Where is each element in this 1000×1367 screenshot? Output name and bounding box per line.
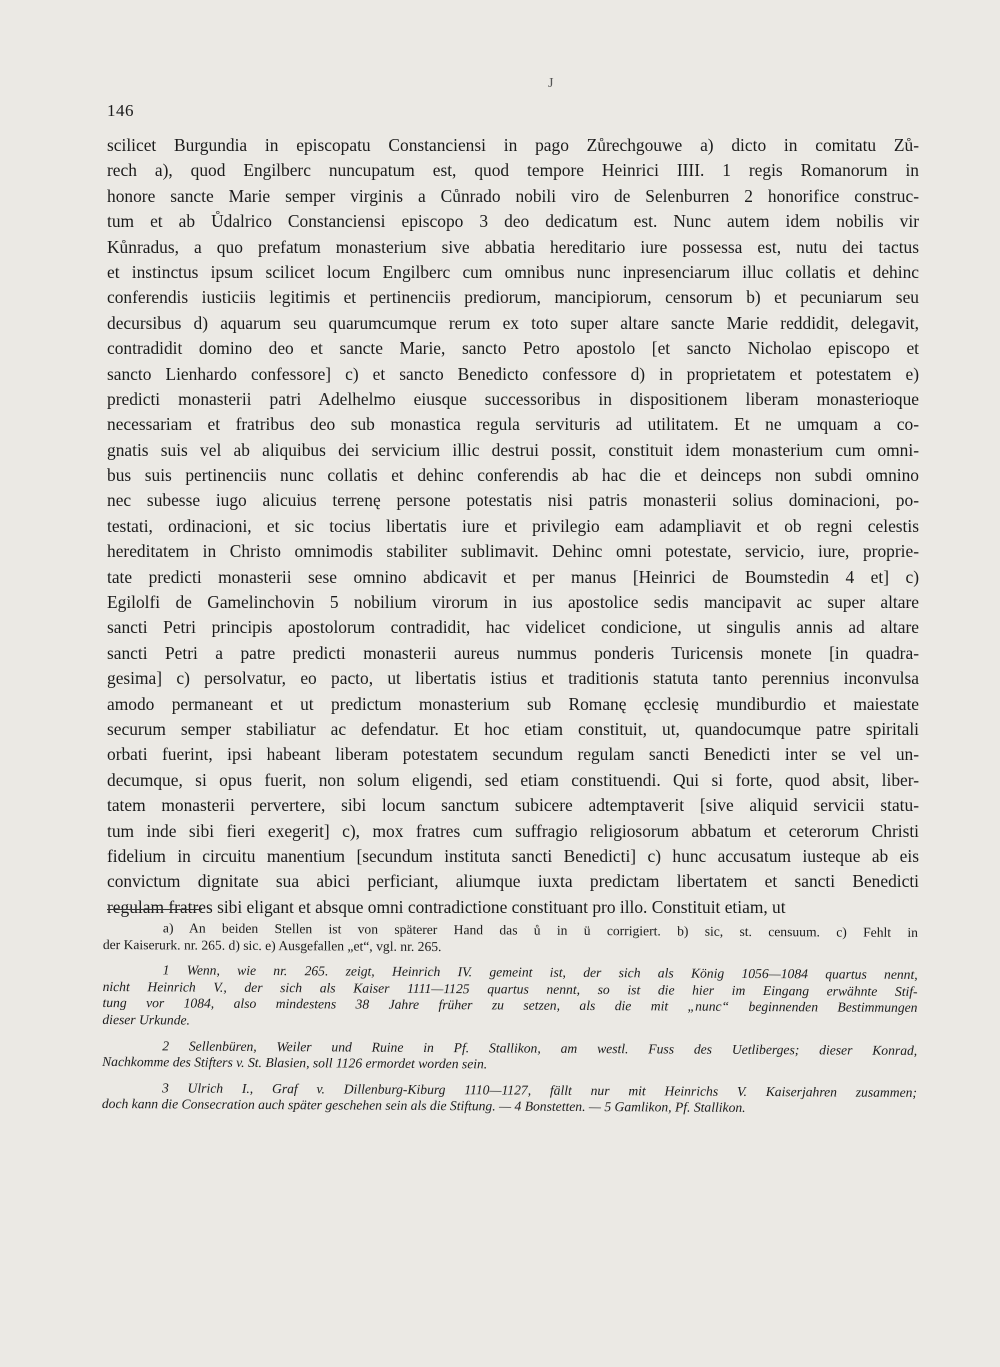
footnote-line: der Kaiserurk. nr. 265. d) sic. e) Ausgefallen „et“, vgl. nr. 265. xyxy=(102,936,442,954)
footnote-line: a) An beiden Stellen ist von späterer Hand das ů in ü corrigiert. b) sic, st. censuum. c) Fehlt in xyxy=(162,920,918,940)
text-line: rech a), quod Engilberc nuncupatum est, quod tempore Heinrici IIII. 1 regis Romanorum in xyxy=(107,160,919,181)
text-line: tum inde sibi fieri exegerit] c), mox fratres cum suffragio religiosorum abbatum et ceterorum Christi xyxy=(107,820,919,841)
text-line: amodo permaneant et ut predictum monasterium sub Romanę ęcclesię mundiburdio et maiestate xyxy=(107,693,919,714)
footnote-line: 3 Ulrich I., Graf v. Dillenburg-Kiburg 1110—1127, fällt nur mit Heinrichs V. Kaiserjahren zusammen; xyxy=(161,1080,918,1100)
footnote-divider xyxy=(107,909,202,910)
text-line: fidelium in circuitu manentium [secundum instituta sancti Benedicti] c) hunc accusatum iusteque ab eis xyxy=(107,845,919,866)
critical-notes xyxy=(103,920,918,958)
main-text xyxy=(107,133,919,920)
historical-note-1 xyxy=(102,962,917,1033)
text-line: gnatis suis vel ab aliquibus dei servicium illic destrui possit, constituit idem monasterium cum omni- xyxy=(107,439,919,460)
text-line: bus suis pertinenciis nunc collatis et dehinc conferendis ab hac die et deinceps non subdi omnino xyxy=(107,465,919,486)
text-line: decumque, si opus fuerit, non solum eligendi, sed etiam constituendi. Qui si forte, quod absit, liber- xyxy=(107,769,919,790)
footnote-line: tung vor 1084, also mindestens 38 Jahre früher zu setzen, als die mit „nunc“ beginnenden Bestimmungen xyxy=(102,995,918,1016)
text-line: tum et ab Ůdalrico Constanciensi episcopo 3 deo dedicatum est. Nunc autem idem nobilis vir xyxy=(107,211,919,232)
text-line: convictum dignitate sua abici perficiant, aliumque iuxta predictam libertatem et sancti Benedicti xyxy=(107,871,919,892)
text-line: et instinctus ipsum scilicet locum Engilberc cum omnibus nunc inpresenciarum illuc collatis et dehinc xyxy=(107,261,919,282)
footnote-line: 2 Sellenbüren, Weiler und Ruine in Pf. Stallikon, am westl. Fuss des Uetliberges; dieser Konrad, xyxy=(162,1037,918,1058)
footnote-line: 1 Wenn, wie nr. 265. zeigt, Heinrich IV. gemeint ist, der sich als König 1056—1084 quartus nennt, xyxy=(162,962,918,983)
text-line: Kůnradus, a quo prefatum monasterium sive abbatia hereditario iure possessa est, nutu dei tactus xyxy=(107,236,919,257)
text-line: hereditatem in Christo omnimodis stabiliter sublimavit. Dehinc omni potestate, servicio, iure, proprie- xyxy=(107,541,919,562)
text-line: regulam fratres sibi eligant et absque omni contradictione constituant pro illo. Constituit etiam, ut xyxy=(107,896,786,917)
text-line: conferendis iusticiis legitimis et pertinenciis prediorum, mancipiorum, censorum b) et pecuniarum seu xyxy=(107,287,919,308)
text-line: predicti monasterii patri Adelhelmo eiusque successoribus in dispositionem liberam monasterioque xyxy=(107,388,919,409)
footnotes xyxy=(102,920,918,1118)
text-line: sancti Petri principis apostolorum contradidit, hac videlicet condicione, ut singulis annis ad altare xyxy=(107,617,919,638)
text-line: honore sancte Marie semper virginis a Cůnrado nobili viro de Selenburren 2 honorifice construc- xyxy=(107,185,919,206)
historical-note-3 xyxy=(102,1080,917,1118)
text-line: sancti Petri a patre predicti monasterii aureus nummus ponderis Turicensis monete [in quadra- xyxy=(107,642,919,663)
text-line: Egilolfi de Gamelinchovin 5 nobilium virorum in ius apostolice sedis mancipavit ac super altare xyxy=(107,592,919,613)
text-line: tate predicti monasterii sese omnino abdicavit et per manus [Heinrici de Boumstedin 4 et] c) xyxy=(107,566,919,587)
text-line: gesima] c) persolvatur, eo pacto, ut libertatis istius et traditionis statuta tanto perennius inconvulsa xyxy=(107,668,919,689)
text-line: sancto Lienhardo confessore] c) et sancto Benedicto confessore d) in proprietatem et potestatem e) xyxy=(107,363,919,384)
footnote-line: nicht Heinrich V., der sich als Kaiser 1111—1125 quartus nennt, so ist die hier im Eingang erwähnte Stif- xyxy=(102,978,918,999)
text-line: tatem monasterii pervertere, sibi locum sanctum subicere adtemptaverit [sive aliquid servicii statu- xyxy=(107,795,919,816)
footnote-line: Nachkomme des Stifters v. St. Blasien, soll 1126 ermordet worden sein. xyxy=(102,1054,488,1072)
text-line: contradidit domino deo et sancte Marie, sancto Petro apostolo [et sancto Nicholao episcopo et xyxy=(107,338,919,359)
footnote-line: doch kann die Consecration auch später geschehen sein als die Stiftung. — 4 Bonstetten. — 5 Gamlikon, Pf. Stallikon. xyxy=(101,1096,746,1116)
text-line: testati, ordinacioni, et sic tocius libertatis iure et privilegio eam adampliavit et ob regni celestis xyxy=(107,515,919,536)
text-line: nec subesse iugo alicuius terrenę persone potestatis nisi patris monasterii solius dominacioni, po- xyxy=(107,490,919,511)
text-line: scilicet Burgundia in episcopatu Constanciensi in pago Zůrechgouwe a) dicto in comitatu Zů- xyxy=(107,135,919,155)
text-line: securum semper stabiliatur ac defendatur. Et hoc etiam constituit, ut, quandocumque patre spiritali xyxy=(107,718,919,739)
page-number: 146 xyxy=(107,101,134,120)
text-line: orbati fuerint, ipsi habeant liberam potestatem secundum regulam sancti Benedicti inter se vel un- xyxy=(107,744,919,765)
text-line: decursibus d) aquarum seu quarumcumque rerum ex toto super altare sancte Marie reddidit, delegavit, xyxy=(107,312,919,333)
stray-mark: J xyxy=(548,76,554,91)
footnote-line: dieser Urkunde. xyxy=(102,1011,191,1028)
text-line: necessariam et fratribus deo sub monastica regula servituris ad utilitatem. Et ne umquam a co- xyxy=(107,414,919,435)
historical-note-2 xyxy=(102,1038,917,1076)
